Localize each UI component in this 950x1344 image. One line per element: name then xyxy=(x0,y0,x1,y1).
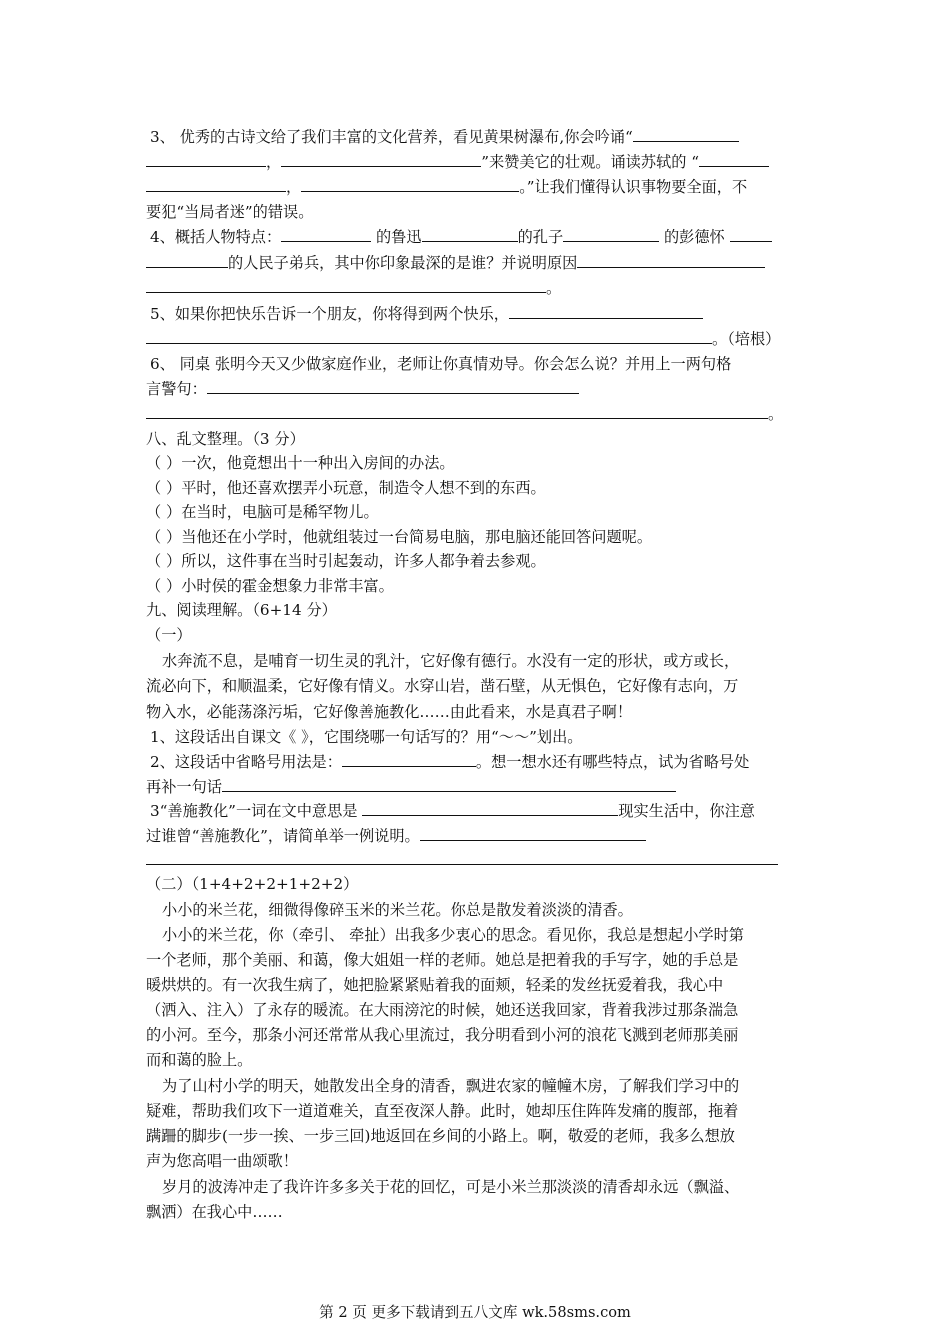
part1-q2-line1: 2、这段话中省略号用法是： 。想一想水还有哪些特点，试为省略号处 xyxy=(150,753,750,771)
passage-line: 流必向下，和顺温柔，它好像有情义。水穿山岩，凿石壁，从无惧色，它好像有志向，万 xyxy=(146,677,739,695)
answer-blank[interactable] xyxy=(146,850,778,865)
answer-blank[interactable] xyxy=(146,253,228,268)
part1-q3-line3 xyxy=(146,850,778,870)
q4-line3: 。 xyxy=(146,278,561,298)
passage-line: 物入水，必能荡涤污垢，它好像善施教化……由此看来，水是真君子啊！ xyxy=(146,703,632,721)
answer-blank[interactable] xyxy=(146,278,546,293)
q6-line2: 言警句： xyxy=(146,379,579,399)
q5-line2: 。（培根） xyxy=(146,329,780,349)
answer-blank[interactable] xyxy=(509,304,703,319)
answer-blank[interactable] xyxy=(699,152,769,167)
passage-line: 疑难，帮助我们攻下一道道难关，直至夜深人静。此时，她却压住阵阵发痛的腹部，拖着 xyxy=(146,1102,739,1120)
answer-blank[interactable] xyxy=(222,777,676,792)
q4-line1: 4、概括人物特点： 的鲁迅 的孔子 的彭德怀 xyxy=(150,227,772,247)
answer-blank[interactable] xyxy=(422,227,518,242)
q3-line1: 3、 优秀的古诗文给了我们丰富的文化营养，看见黄果树瀑布,你会吟诵“ xyxy=(150,127,739,147)
answer-blank[interactable] xyxy=(342,752,476,767)
answer-blank[interactable] xyxy=(730,227,772,242)
answer-blank[interactable] xyxy=(362,801,618,816)
q4-line2: 的人民子弟兵，其中你印象最深的是谁？并说明原因 xyxy=(146,253,765,273)
reorder-item: （ ）在当时，电脑可是稀罕物儿。 xyxy=(146,503,379,521)
q3-line4: 要犯“当局者迷”的错误。 xyxy=(146,203,314,221)
page-footer: 第 2 页 更多下载请到五八文库 wk.58sms.com xyxy=(319,1304,631,1321)
passage-line: 为了山村小学的明天，她散发出全身的清香，飘进农家的幢幢木房，了解我们学习中的 xyxy=(162,1077,740,1095)
part1-q3-line1: 3“善施教化”一词在文中意思是 现实生活中，你注意 xyxy=(150,802,755,820)
answer-blank[interactable] xyxy=(146,177,286,192)
reorder-item: （ ）一次，他竟想出十一种出入房间的办法。 xyxy=(146,454,455,472)
answer-blank[interactable] xyxy=(577,253,765,268)
reorder-item: （ ）小时侯的霍金想象力非常丰富。 xyxy=(146,577,394,595)
passage-line: 声为您高唱一曲颂歌！ xyxy=(146,1152,298,1170)
passage-line: （洒入、注入）了永存的暖流。在大雨滂沱的时候，她还送我回家，背着我涉过那条湍急 xyxy=(146,1001,739,1019)
answer-blank[interactable] xyxy=(633,127,739,142)
answer-blank[interactable] xyxy=(146,404,768,419)
answer-blank[interactable] xyxy=(563,227,659,242)
part2-label: （二）（1+4+2+2+1+2+2） xyxy=(146,875,359,893)
q3-line3: ， 。”让我们懂得认识事物要全面，不 xyxy=(146,177,747,197)
passage-line: 蹒跚的脚步(一步一挨、一步三回)地返回在乡间的小路上。啊，敬爱的老师，我多么想放 xyxy=(146,1127,735,1145)
passage-line: 而和蔼的脸上。 xyxy=(146,1051,253,1069)
passage-line: 飘洒）在我心中…… xyxy=(146,1203,283,1221)
q5-line1: 5、如果你把快乐告诉一个朋友，你将得到两个快乐， xyxy=(150,304,703,324)
answer-blank[interactable] xyxy=(420,826,646,841)
passage-line: 小小的米兰花，细微得像碎玉米的米兰花。你总是散发着淡淡的清香。 xyxy=(162,901,633,919)
answer-blank[interactable] xyxy=(146,329,712,344)
section-8-title: 八、乱文整理。（3 分） xyxy=(146,430,305,448)
passage-line: 的小河。至今，那条小河还常常从我心里流过，我分明看到小河的浪花飞溅到老师那美丽 xyxy=(146,1026,739,1044)
answer-blank[interactable] xyxy=(281,152,481,167)
passage-line: 暖烘烘的。有一次我生病了，她把脸紧紧贴着我的面颊，轻柔的发丝抚爱着我，我心中 xyxy=(146,976,724,994)
part1-q3-line2: 过谁曾“善施教化”，请简单举一例说明。 xyxy=(146,826,646,846)
part1-q1: 1、这段话出自课文《 》，它围绕哪一句话写的？用“～～”划出。 xyxy=(150,728,583,746)
section-9-title: 九、阅读理解。（6+14 分） xyxy=(146,601,337,619)
answer-blank[interactable] xyxy=(146,152,266,167)
q6-line1: 6、 同桌 张明今天又少做家庭作业，老师让你真情劝导。你会怎么说？并用上一两句格 xyxy=(150,355,732,373)
answer-blank[interactable] xyxy=(281,227,371,242)
reorder-item: （ ）所以，这件事在当时引起轰动，许多人都争着去参观。 xyxy=(146,552,546,570)
reorder-item: （ ）当他还在小学时，他就组装过一台简易电脑，那电脑还能回答问题呢。 xyxy=(146,528,653,546)
answer-blank[interactable] xyxy=(301,177,519,192)
part1-label: （一） xyxy=(146,626,192,644)
reorder-item: （ ）平时，他还喜欢摆弄小玩意，制造令人想不到的东西。 xyxy=(146,479,546,497)
q6-line3: 。 xyxy=(146,404,783,424)
passage-line: 岁月的波涛冲走了我许许多多关于花的回忆，可是小米兰那淡淡的清香却永远（飘溢、 xyxy=(162,1178,740,1196)
answer-blank[interactable] xyxy=(207,379,579,394)
passage-line: 小小的米兰花，你（牵引、 牵扯）出我多少衷心的思念。看见你，我总是想起小学时第 xyxy=(162,926,744,944)
q3-line2: ， ”来赞美它的壮观。诵读苏轼的 “ xyxy=(146,152,769,172)
part1-q2-line2: 再补一句话 xyxy=(146,777,676,797)
passage-line: 水奔流不息，是哺育一切生灵的乳汁，它好像有德行。水没有一定的形状，或方或长， xyxy=(162,652,740,670)
passage-line: 一个老师，那个美丽、和蔼，像大姐姐一样的老师。她总是把着我的手写字，她的手总是 xyxy=(146,951,739,969)
